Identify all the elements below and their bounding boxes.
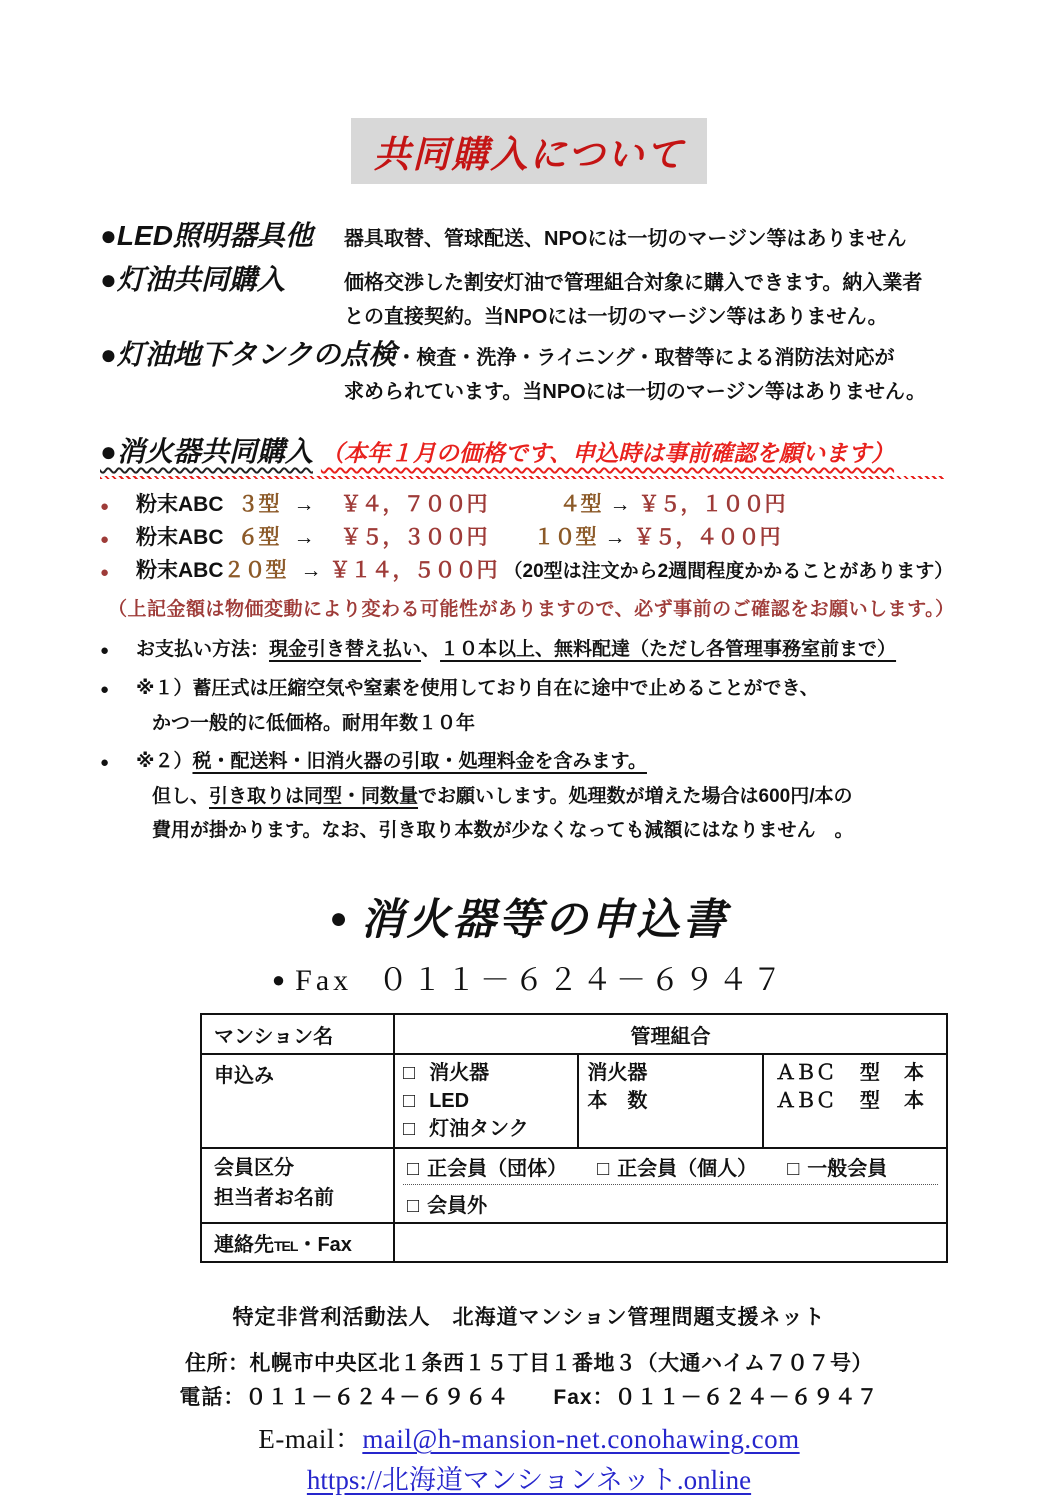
fire-section-heading: ●消火器共同購入 — [100, 436, 313, 467]
red-wavy-divider — [100, 476, 945, 479]
arrow-icon: → — [300, 559, 322, 582]
application-heading — [0, 886, 1058, 947]
note2-line2a: 但し、 — [152, 786, 210, 807]
product-name: 粉末ABC — [136, 493, 224, 516]
bullet-icon: ● — [271, 967, 290, 992]
lead-desc2-tank: 求められています。当NPOには一切のマージン等はありません。 — [344, 381, 927, 403]
lead-item-kerosene — [100, 258, 960, 329]
checkbox-option-non-member[interactable] — [407, 1195, 487, 1217]
payment-separator: 、 — [421, 639, 441, 660]
application-form-table — [200, 1013, 948, 1263]
product-name: 粉末ABC — [136, 559, 224, 582]
checkbox-label: LED — [429, 1090, 470, 1112]
type-label: ４型 — [559, 493, 602, 516]
price-value: ￥５，４００円 — [633, 526, 781, 549]
checkbox-option-member-group[interactable] — [407, 1152, 567, 1181]
delivery-note: （20型は注文から2週間程度かかることがあります） — [503, 561, 954, 582]
table-row-membership — [201, 1148, 947, 1223]
payment-underlined-1: 現金引き替え払い — [269, 639, 422, 660]
type-field-label: 型 — [859, 1090, 880, 1112]
table-row-contact — [201, 1223, 947, 1262]
note1-line2: かつ一般的に低価格。耐用年数１０年 — [152, 713, 476, 734]
lead-heading-tank: ●灯油地下タンクの点検 — [100, 339, 397, 370]
lead-heading-kerosene: ●灯油共同購入 — [100, 264, 285, 295]
arrow-icon: → — [609, 493, 631, 516]
type-label: ２０型 — [223, 559, 287, 582]
lead-desc-kerosene: 価格交渉した割安灯油で管理組合対象に購入できます。納入業者 — [344, 272, 923, 294]
checkbox-label: 会員外 — [427, 1195, 488, 1217]
price-value: ￥４，７００円 — [340, 493, 488, 516]
checkbox-icon[interactable]: □ — [403, 1118, 416, 1140]
price-line-type3 — [100, 489, 960, 522]
row-label-contact — [201, 1223, 394, 1262]
row-label-application: 申込み — [201, 1054, 394, 1148]
arrow-icon: → — [604, 526, 626, 549]
address-line: 住所：札幌市中央区北１条西１５丁目１番地３（大通ハイム７０７号） — [185, 1352, 873, 1375]
checkbox-label: 正会員（個人） — [617, 1158, 758, 1180]
note2-line3: 費用が掛かります。なお、引き取り本数が少なくなっても減額にはなりません 。 — [152, 820, 854, 841]
membership-options-row2 — [403, 1184, 938, 1220]
contact-label-tel: TEL — [274, 1238, 298, 1254]
phone-fax-line: 電話：０１１－６２４－６９６４ Fax：０１１－６２４－６９４７ — [179, 1386, 879, 1409]
application-title: 消火器等の申込書 — [360, 897, 729, 944]
type-label: ６型 — [237, 526, 280, 549]
unit-field-label: 本 — [904, 1090, 924, 1112]
checkbox-label: 一般会員 — [807, 1158, 888, 1180]
bullet-icon: ● — [329, 902, 351, 935]
checkbox-option-extinguisher[interactable] — [403, 1059, 569, 1087]
extinguisher-count-label-cell — [578, 1054, 762, 1148]
note2-underlined: 税・配送料・旧消火器の引取・処理料金を含みます。 — [192, 751, 647, 772]
price-line-type20 — [100, 555, 960, 588]
checkbox-icon[interactable]: □ — [597, 1158, 610, 1180]
bullet-icon: ● — [100, 754, 110, 771]
membership-label: 会員区分 — [214, 1157, 294, 1179]
application-checkbox-cell — [394, 1054, 578, 1148]
count-label-line: 消火器 — [587, 1062, 648, 1084]
notes-section — [100, 635, 980, 846]
payment-underlined-2: １０本以上、無料配達（ただし各管理事務室前まで） — [440, 639, 897, 660]
bullet-icon: ● — [100, 531, 110, 548]
count-label-line: 本 数 — [587, 1090, 648, 1112]
bullet-icon: ● — [100, 564, 110, 581]
contact-label-suffix: ・Fax — [297, 1234, 352, 1256]
fax-line — [0, 955, 1058, 999]
price-list — [100, 489, 960, 588]
email-line — [0, 1417, 1058, 1456]
checkbox-icon[interactable]: □ — [787, 1158, 800, 1180]
mansion-name-input-cell[interactable]: 管理組合 — [394, 1014, 947, 1054]
lead-desc-tank: ・検査・洗浄・ライニング・取替等による消防法対応が — [396, 347, 895, 369]
fire-section-heading-row — [100, 430, 945, 470]
url-line — [0, 1458, 1058, 1497]
type-label: ３型 — [237, 493, 280, 516]
lead-item-tank — [100, 333, 960, 404]
fax-label: Fax — [295, 964, 353, 997]
note2-prefix: ※２） — [136, 751, 193, 772]
row-label-membership — [201, 1148, 394, 1223]
checkbox-label: 正会員（団体） — [427, 1158, 568, 1180]
website-link[interactable]: https://北海道マンションネット.online — [306, 1465, 752, 1495]
abc-entry-cell[interactable] — [763, 1054, 947, 1148]
contact-person-label: 担当者お名前 — [214, 1187, 334, 1209]
price-value: ￥５，１００円 — [638, 493, 786, 516]
abc-entry-row — [772, 1087, 938, 1115]
type-label: １０型 — [533, 526, 597, 549]
note1-text: ※１）蓄圧式は圧縮空気や窒素を使用しており自在に途中で止めることができ、 — [136, 678, 819, 699]
bullet-icon: ● — [100, 642, 110, 659]
table-row-application — [201, 1054, 947, 1148]
checkbox-label: 消火器 — [429, 1062, 490, 1084]
checkbox-option-led[interactable] — [403, 1087, 569, 1115]
checkbox-icon[interactable]: □ — [407, 1195, 420, 1217]
price-caution: （上記金額は物価変動により変わる可能性がありますので、必ず事前のご確認をお願いします。） — [108, 599, 955, 620]
abc-entry-row — [772, 1059, 938, 1087]
note1-line1 — [100, 674, 980, 705]
lead-heading-led: ●LED照明器具他 — [100, 220, 313, 251]
abc-label: ＡＢＣ — [775, 1062, 836, 1084]
arrow-icon: → — [293, 493, 315, 516]
lead-desc2-kerosene: との直接契約。当NPOには一切のマージン等はありません。 — [344, 306, 888, 328]
payment-prefix: お支払い方法： — [136, 639, 270, 660]
product-name: 粉末ABC — [136, 526, 224, 549]
price-value: ￥５，３００円 — [340, 526, 488, 549]
checkbox-option-tank[interactable] — [403, 1115, 569, 1143]
table-row-mansion-name — [201, 1014, 947, 1054]
checkbox-option-member-individual[interactable] — [597, 1152, 757, 1181]
note2-line2b: でお願いします。処理数が増えた場合は600円/本の — [418, 786, 853, 807]
note2-line2-underlined: 引き取りは同型・同数量 — [209, 786, 419, 807]
bullet-icon: ● — [100, 681, 110, 698]
bullet-icon: ● — [100, 498, 110, 515]
checkbox-icon[interactable]: □ — [407, 1158, 420, 1180]
membership-options-row1 — [403, 1151, 938, 1184]
lead-section — [100, 214, 960, 404]
payment-method-line — [100, 635, 980, 666]
checkbox-icon[interactable]: □ — [403, 1062, 416, 1084]
membership-options-cell — [394, 1148, 947, 1223]
fax-number: ０１１－６２４－６９４７ — [378, 964, 787, 997]
checkbox-label: 灯油タンク — [429, 1118, 529, 1140]
arrow-icon: → — [293, 526, 315, 549]
page-title: 共同購入について — [351, 118, 706, 184]
title-row — [0, 0, 1058, 184]
note2-line1 — [100, 747, 980, 778]
checkbox-icon[interactable]: □ — [403, 1090, 416, 1112]
fire-price-note: （本年１月の価格です、申込時は事前確認を願います） — [320, 440, 895, 466]
price-value: ￥１４，５００円 — [329, 559, 498, 582]
organization-name: 特定非営利活動法人 北海道マンション管理問題支援ネット — [232, 1306, 826, 1329]
email-label: E-mail： — [258, 1424, 363, 1454]
contact-label-prefix: 連絡先 — [214, 1234, 274, 1256]
email-link[interactable]: mail@h-mansion-net.conohawing.com — [362, 1424, 800, 1454]
note2-line2 — [152, 782, 980, 812]
checkbox-option-general-member[interactable] — [787, 1152, 887, 1181]
unit-field-label: 本 — [904, 1062, 924, 1084]
abc-label: ＡＢＣ — [775, 1090, 836, 1112]
lead-item-led — [100, 214, 960, 254]
lead-desc-led: 器具取替、管球配送、NPOには一切のマージン等はありません — [344, 228, 907, 250]
price-line-type6 — [100, 522, 960, 555]
contact-input-cell[interactable] — [394, 1223, 947, 1262]
row-label-mansion-name: マンション名 — [201, 1014, 394, 1054]
footer — [0, 1301, 1058, 1497]
type-field-label: 型 — [859, 1062, 880, 1084]
